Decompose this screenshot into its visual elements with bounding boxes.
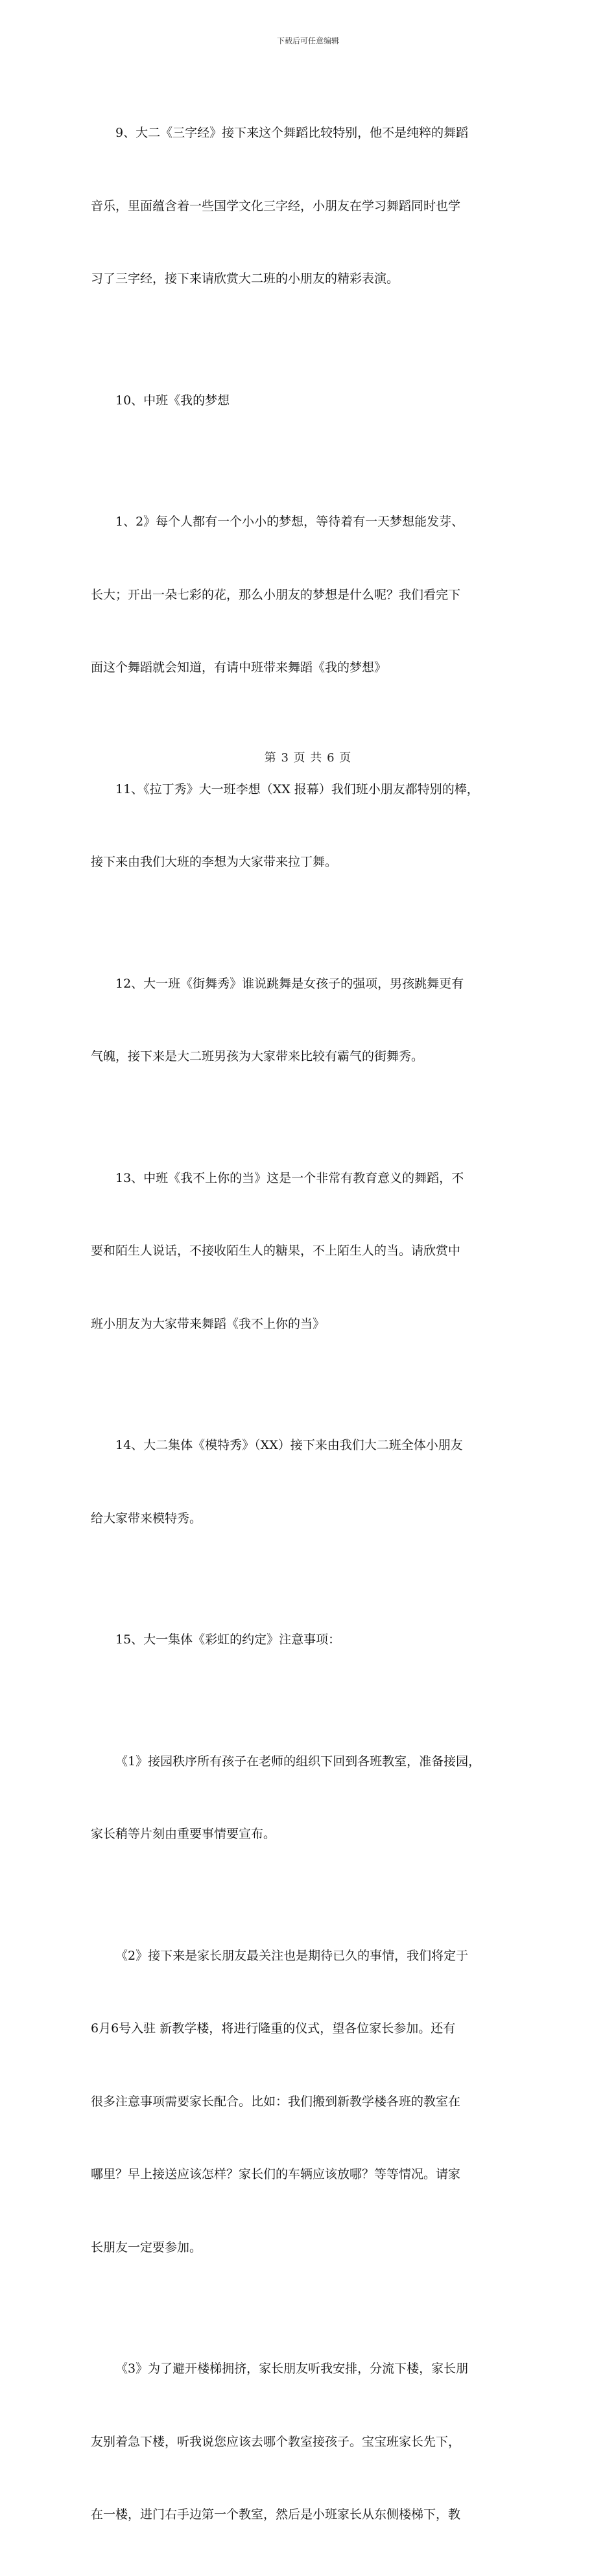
text-line: 1、2》每个人都有一个小小的梦想，等待着有一天梦想能发芽、: [115, 515, 464, 529]
text-line: 6月6号入驻 新教学楼，将进行隆重的仪式，望各位家长参加。还有: [91, 2021, 456, 2036]
text-line: 习了三字经，接下来请欣赏大二班的小朋友的精彩表演。: [91, 272, 399, 286]
text-line: 长朋友一定要参加。: [91, 2240, 202, 2255]
text-line: 长大；开出一朵七彩的花，那么小朋友的梦想是什么呢？我们看完下: [91, 587, 461, 602]
text-line: 接下来由我们大班的李想为大家带来拉丁舞。: [91, 855, 338, 869]
text-line: 要和陌生人说话，不接收陌生人的糖果，不上陌生人的当。请欣赏中: [91, 1244, 461, 1258]
paragraph: [91, 1701, 538, 1896]
paragraph: [91, 1118, 538, 1386]
paragraph: [91, 1385, 538, 1579]
text-line: 《2》接下来是家长朋友最关注也是期待已久的事情，我们将定于: [115, 1948, 469, 1963]
text-line: 10、中班《我的梦想: [115, 393, 230, 408]
text-line: 12、大一班《街舞秀》谁说跳舞是女孩子的强项，男孩跳舞更有: [115, 976, 464, 991]
paragraph: [91, 2308, 538, 2576]
document-body: [91, 73, 538, 2576]
text-line: 14、大二集体《模特秀》（XX）接下来由我们大二班全体小朋友: [115, 1438, 463, 1452]
text-line: 13、中班《我不上你的当》这是一个非常有教育意义的舞蹈，不: [115, 1170, 464, 1185]
text-line: 在一楼，进门右手边第一个教室，然后是小班家长从东侧楼梯下，教: [91, 2507, 461, 2522]
paragraph: [91, 923, 538, 1118]
page-header: 下载后可任意编辑: [276, 36, 339, 45]
text-line: 面这个舞蹈就会知道，有请中班带来舞蹈《我的梦想》: [91, 660, 387, 675]
text-line: 友别着急下楼，听我说您应该去哪个教室接孩子。宝宝班家长先下，: [91, 2434, 461, 2449]
text-line: 《1》接园秩序所有孩子在老师的组织下回到各班教室，准备接园，: [115, 1754, 481, 1769]
text-line: 《3》为了避开楼梯拥挤，家长朋友听我安排，分流下楼，家长朋: [115, 2361, 469, 2376]
paragraph: [91, 1579, 538, 1701]
text-line: 班小朋友为大家带来舞蹈《我不上你的当》: [91, 1316, 326, 1331]
paragraph: [91, 340, 538, 462]
paragraph: [91, 1896, 538, 2309]
paragraph: [91, 73, 538, 340]
text-line: 11、《拉丁秀》大一班李想（XX 报幕）我们班小朋友都特别的棒，: [115, 782, 479, 796]
text-line: 很多注意事项需要家长配合。比如：我们搬到新教学楼各班的教室在: [91, 2094, 461, 2109]
text-line: 音乐，里面蕴含着一些国学文化三字经，小朋友在学习舞蹈同时也学: [91, 198, 461, 213]
text-line: 9、大二《三字经》接下来这个舞蹈比较特别，他不是纯粹的舞蹈: [115, 126, 469, 140]
text-line: 15、大一集体《彩虹的约定》注意事项：: [115, 1632, 341, 1647]
text-line: 给大家带来模特秀。: [91, 1511, 202, 1526]
text-line: 气魄，接下来是大二班男孩为大家带来比较有霸气的街舞秀。: [91, 1049, 424, 1063]
text-line: 家长稍等片刻由重要事情要宣布。: [91, 1827, 276, 1841]
paragraph: [91, 461, 538, 729]
page-footer: 第 3 页 共 6 页: [264, 751, 352, 765]
text-line: 哪里？早上接送应该怎样？家长们的车辆应该放哪？等等情况。请家: [91, 2167, 461, 2181]
